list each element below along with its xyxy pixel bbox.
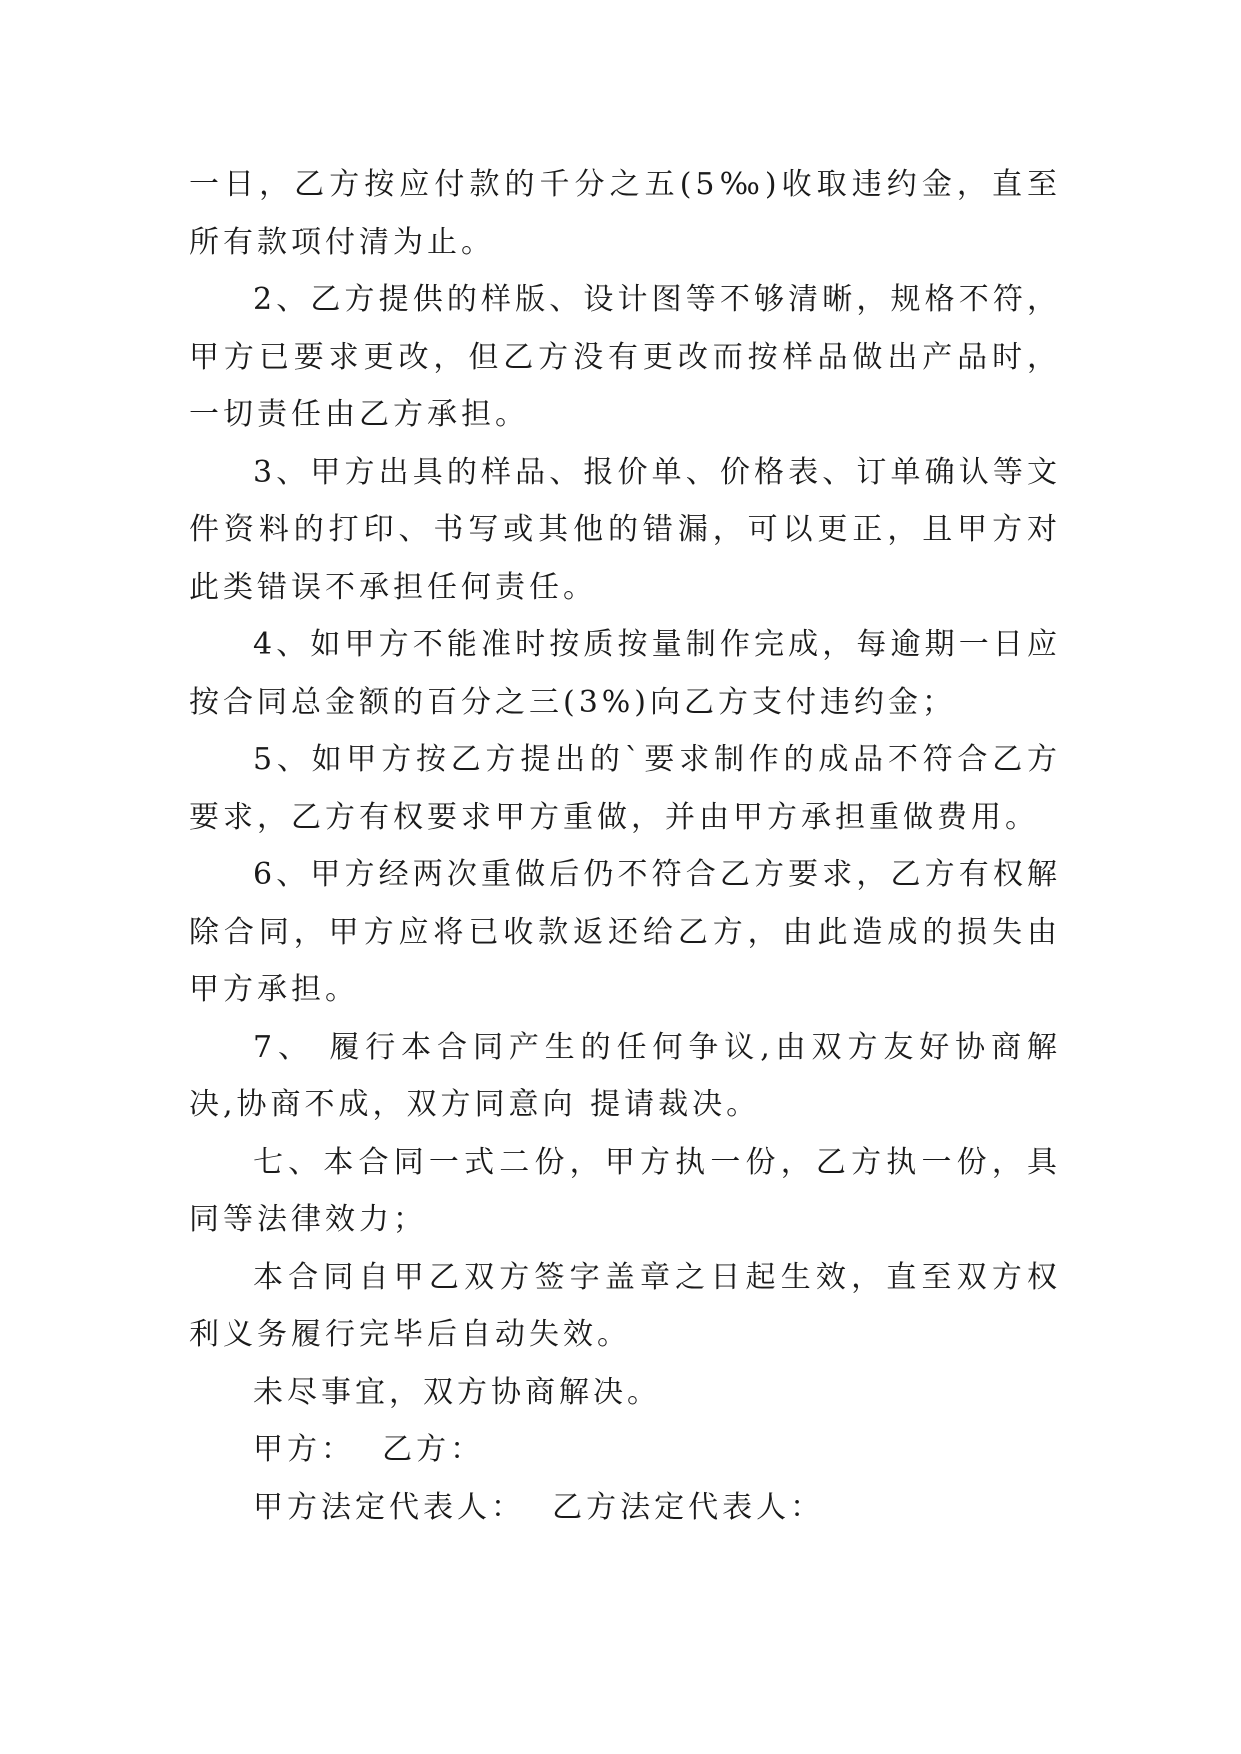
paragraph-other-matters: 未尽事宜，双方协商解决。 — [253, 1374, 661, 1410]
paragraph-clause-7: 7、 履行本合同产生的任何争议,由双方友好协商解决,协商不成，双方同意向 提请裁决。 — [189, 1029, 1061, 1122]
paragraph-clause-2: 2、乙方提供的样版、设计图等不够清晰，规格不符，甲方已要求更改，但乙方没有更改而按样品做出产品时，一切责任由乙方承担。 — [189, 282, 1061, 432]
paragraph-clause-3: 3、甲方出具的样品、报价单、价格表、订单确认等文件资料的打印、书写或其他的错漏，可以更正，且甲方对此类错误不承担任何责任。 — [189, 454, 1061, 605]
document-body — [189, 156, 1061, 1536]
paragraph-clause-5: 5、如甲方按乙方提出的`要求制作的成品不符合乙方要求，乙方有权要求甲方重做，并由甲方承担重做费用。 — [189, 742, 1061, 835]
paragraph-penalty-continuation: 一日，乙方按应付款的千分之五(5‰)收取违约金，直至所有款项付清为止。 — [189, 167, 1061, 260]
signature-parties-line: 甲方： 乙方： — [253, 1432, 485, 1467]
paragraph-clause-6: 6、甲方经两次重做后仍不符合乙方要求，乙方有权解除合同，甲方应将已收款返还给乙方，由此造成的损失由甲方承担。 — [189, 857, 1061, 1007]
paragraph-clause-4: 4、如甲方不能准时按质按量制作完成，每逾期一日应按合同总金额的百分之三(3%)向乙方支付违约金； — [189, 627, 1061, 720]
paragraph-effective-date: 本合同自甲乙双方签字盖章之日起生效，直至双方权利义务履行完毕后自动失效。 — [189, 1259, 1061, 1352]
signature-representatives-line: 甲方法定代表人： 乙方法定代表人： — [253, 1489, 825, 1525]
paragraph-section-7: 七、本合同一式二份，甲方执一份，乙方执一份，具同等法律效力； — [189, 1144, 1061, 1237]
